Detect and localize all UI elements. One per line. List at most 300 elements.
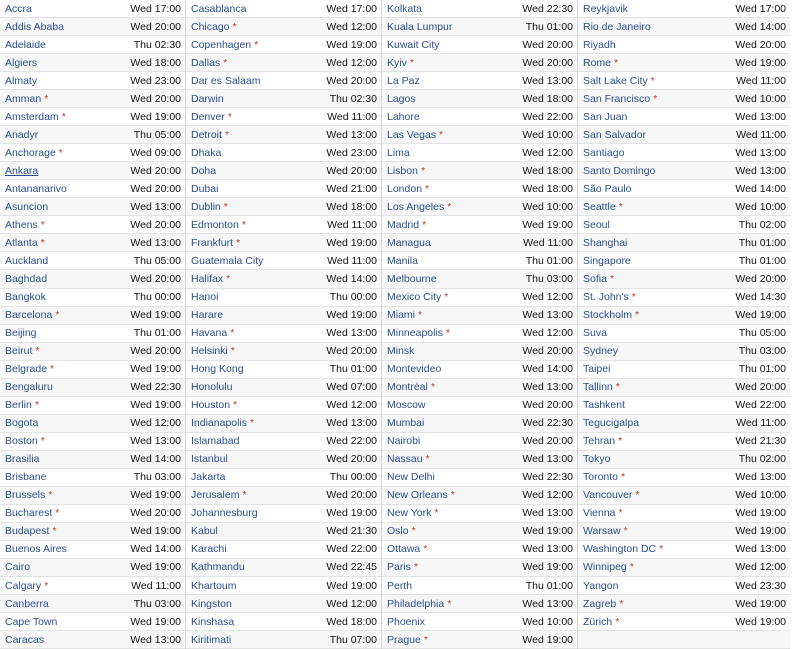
city-column-4 — [578, 0, 790, 649]
city-row — [186, 397, 381, 415]
city-link[interactable]: Caracas — [5, 633, 45, 646]
city-link[interactable]: Dallas — [191, 56, 221, 69]
city-link[interactable]: Jerusalem — [191, 489, 240, 502]
city-row — [0, 379, 185, 397]
dst-marker: * — [409, 56, 414, 69]
city-row — [382, 469, 577, 487]
city-link[interactable]: Lisbon — [387, 164, 418, 177]
city-link[interactable]: Anadyr — [5, 128, 39, 141]
city-link[interactable]: Kabul — [191, 525, 218, 538]
local-time: Wed 18:00 — [130, 56, 181, 69]
local-time: Wed 22:30 — [130, 381, 181, 394]
city-link[interactable]: Paris — [387, 561, 411, 574]
city-link[interactable]: Algiers — [5, 56, 38, 69]
city-row — [0, 505, 185, 523]
city-link[interactable]: Seattle — [583, 200, 616, 213]
local-time: Wed 21:30 — [735, 435, 786, 448]
city-link[interactable]: Beijing — [5, 327, 37, 340]
city-link[interactable]: Vienna — [583, 507, 616, 520]
city-cell — [191, 3, 246, 15]
city-cell — [191, 543, 227, 555]
city-link[interactable]: Reykjavik — [583, 2, 628, 15]
local-time: Thu 03:00 — [133, 597, 181, 610]
city-cell — [387, 507, 438, 519]
city-link[interactable]: Asuncion — [5, 200, 49, 213]
city-link[interactable]: Calgary — [5, 579, 42, 592]
city-link[interactable]: Santiago — [583, 146, 625, 159]
city-link[interactable]: Cairo — [5, 561, 31, 574]
city-link[interactable]: Edmonton — [191, 218, 239, 231]
city-link[interactable]: Toronto — [583, 471, 619, 484]
city-link[interactable]: Havana — [191, 327, 228, 340]
city-link[interactable]: Zagreb — [583, 597, 617, 610]
city-link[interactable]: Lagos — [387, 92, 416, 105]
city-cell — [191, 237, 240, 249]
city-cell — [5, 507, 59, 519]
city-cell — [191, 129, 229, 141]
city-link[interactable]: Jakarta — [191, 471, 226, 484]
dst-marker: * — [35, 345, 40, 358]
city-link[interactable]: Montevideo — [387, 363, 442, 376]
dst-marker: * — [48, 489, 53, 502]
city-cell — [5, 489, 52, 501]
city-cell — [191, 471, 225, 483]
city-link[interactable]: Rio de Janeiro — [583, 20, 651, 33]
city-row — [578, 234, 790, 252]
city-link[interactable]: Yangon — [583, 579, 619, 592]
city-link[interactable]: Islamabad — [191, 435, 240, 448]
city-link[interactable]: Detroit — [191, 128, 222, 141]
city-link[interactable]: Moscow — [387, 399, 426, 412]
city-link[interactable]: Seoul — [583, 218, 610, 231]
city-link[interactable]: Accra — [5, 2, 32, 15]
city-row — [0, 289, 185, 307]
city-link[interactable]: Amman — [5, 92, 42, 105]
city-link[interactable]: Atlanta — [5, 236, 38, 249]
city-row — [186, 72, 381, 90]
city-link[interactable]: Nairobi — [387, 435, 421, 448]
city-link[interactable]: Bengaluru — [5, 381, 53, 394]
local-time: Wed 20:00 — [522, 435, 573, 448]
local-time: Wed 13:00 — [326, 327, 377, 340]
dst-marker: * — [614, 56, 619, 69]
dst-marker: * — [232, 20, 237, 33]
city-row — [578, 18, 790, 36]
city-cell — [583, 525, 628, 537]
city-row — [578, 415, 790, 433]
dst-marker: * — [653, 92, 658, 105]
city-cell — [583, 255, 631, 267]
city-cell — [583, 399, 625, 411]
city-link[interactable]: Addis Ababa — [5, 20, 64, 33]
city-link[interactable]: Anchorage — [5, 146, 56, 159]
local-time: Wed 22:00 — [326, 435, 377, 448]
city-link[interactable]: Houston — [191, 399, 231, 412]
local-time: Wed 19:00 — [130, 489, 181, 502]
city-row — [382, 307, 577, 325]
city-cell — [387, 129, 443, 141]
city-row — [186, 325, 381, 343]
city-link[interactable]: Prague — [387, 633, 421, 646]
local-time: Wed 20:00 — [522, 56, 573, 69]
city-link[interactable]: Ottawa — [387, 543, 421, 556]
local-time: Wed 18:00 — [326, 615, 377, 628]
dst-marker: * — [631, 291, 636, 304]
city-link[interactable]: Melbourne — [387, 272, 437, 285]
city-link[interactable]: Karachi — [191, 543, 227, 556]
city-link[interactable]: La Paz — [387, 74, 420, 87]
city-link[interactable]: Brussels — [5, 489, 46, 502]
city-row — [186, 307, 381, 325]
local-time: Wed 22:30 — [522, 2, 573, 15]
local-time: Thu 05:00 — [133, 128, 181, 141]
local-time: Wed 14:30 — [735, 291, 786, 304]
local-time: Wed 19:00 — [326, 579, 377, 592]
city-link[interactable]: St. John's — [583, 291, 629, 304]
city-row — [382, 72, 577, 90]
city-row — [0, 0, 185, 18]
city-link[interactable]: Antananarivo — [5, 182, 67, 195]
local-time: Wed 19:00 — [326, 309, 377, 322]
city-link[interactable]: Winnipeg — [583, 561, 627, 574]
local-time: Wed 20:00 — [326, 453, 377, 466]
city-link[interactable]: Vancouver — [583, 489, 633, 502]
city-link[interactable]: Shanghai — [583, 236, 628, 249]
city-link[interactable]: Nassau — [387, 453, 423, 466]
city-row — [0, 595, 185, 613]
city-row — [186, 18, 381, 36]
city-link[interactable]: Helsinki — [191, 345, 228, 358]
city-cell — [583, 21, 651, 33]
city-link[interactable]: Kiritimati — [191, 633, 232, 646]
city-cell — [5, 3, 32, 15]
city-link[interactable]: San Juan — [583, 110, 628, 123]
local-time: Wed 19:00 — [130, 525, 181, 538]
city-row — [186, 577, 381, 595]
city-row — [186, 415, 381, 433]
city-link[interactable]: Casablanca — [191, 2, 247, 15]
city-row — [0, 216, 185, 234]
city-link[interactable]: Denver — [191, 110, 225, 123]
city-link[interactable]: San Francisco — [583, 92, 651, 105]
city-link[interactable]: Suva — [583, 327, 607, 340]
city-row — [382, 433, 577, 451]
local-time: Wed 17:00 — [735, 2, 786, 15]
city-link[interactable]: Khartoum — [191, 579, 237, 592]
city-link[interactable]: Madrid — [387, 218, 420, 231]
dst-marker: * — [55, 507, 60, 520]
city-row — [382, 126, 577, 144]
dst-marker: * — [226, 272, 231, 285]
city-row — [382, 180, 577, 198]
city-row — [578, 162, 790, 180]
local-time: Wed 20:00 — [130, 20, 181, 33]
city-cell — [387, 291, 448, 303]
city-link[interactable]: Lahore — [387, 110, 420, 123]
city-cell — [387, 543, 427, 555]
city-link[interactable]: Canberra — [5, 597, 49, 610]
local-time: Wed 22:00 — [735, 399, 786, 412]
city-link[interactable]: Frankfurt — [191, 236, 234, 249]
city-row — [186, 343, 381, 361]
city-cell — [583, 201, 623, 213]
local-time: Wed 19:00 — [735, 507, 786, 520]
city-link[interactable]: Dar es Salaam — [191, 74, 261, 87]
city-link[interactable]: Sydney — [583, 345, 619, 358]
local-time: Thu 00:00 — [329, 291, 377, 304]
city-link[interactable]: Rome — [583, 56, 612, 69]
city-link[interactable]: New Delhi — [387, 471, 435, 484]
local-time: Wed 20:00 — [130, 272, 181, 285]
city-link[interactable]: Dublin — [191, 200, 221, 213]
city-link[interactable]: Indianapolis — [191, 417, 248, 430]
city-cell — [583, 273, 614, 285]
city-link[interactable]: Kuwait City — [387, 38, 440, 51]
city-link[interactable]: Bangkok — [5, 291, 46, 304]
local-time: Wed 19:00 — [735, 525, 786, 538]
local-time: Wed 13:00 — [735, 110, 786, 123]
city-link[interactable]: Hanoi — [191, 291, 219, 304]
city-link[interactable]: Mexico City — [387, 291, 442, 304]
city-cell — [387, 453, 430, 465]
city-link[interactable]: Singapore — [583, 254, 631, 267]
city-row — [382, 90, 577, 108]
city-link[interactable]: Guatemala City — [191, 254, 264, 267]
city-row — [186, 234, 381, 252]
city-link[interactable]: Amsterdam — [5, 110, 59, 123]
city-cell — [5, 147, 63, 159]
city-cell — [191, 291, 218, 303]
local-time: Wed 11:00 — [327, 110, 377, 123]
city-row — [382, 361, 577, 379]
city-link[interactable]: San Salvador — [583, 128, 647, 141]
city-link[interactable]: Los Angeles — [387, 200, 445, 213]
city-link[interactable]: London — [387, 182, 423, 195]
city-cell — [5, 327, 37, 339]
city-link[interactable]: Darwin — [191, 92, 224, 105]
local-time: Wed 12:00 — [130, 417, 181, 430]
city-link[interactable]: Adelaide — [5, 38, 46, 51]
city-link[interactable]: Kolkata — [387, 2, 423, 15]
city-link[interactable]: Brasilia — [5, 453, 40, 466]
dst-marker: * — [61, 110, 66, 123]
city-link[interactable]: Stockholm — [583, 309, 633, 322]
city-row — [0, 307, 185, 325]
city-link[interactable]: Tegucigalpa — [583, 417, 640, 430]
city-link[interactable]: Dhaka — [191, 146, 222, 159]
dst-marker: * — [413, 561, 419, 574]
city-row — [186, 198, 381, 216]
city-row — [578, 198, 790, 216]
dst-marker: * — [242, 489, 247, 502]
city-link[interactable]: Belgrade — [5, 363, 48, 376]
city-cell — [583, 237, 627, 249]
city-row — [0, 469, 185, 487]
city-link[interactable]: Halifax — [191, 272, 224, 285]
city-link[interactable]: New York — [387, 507, 432, 520]
city-row — [186, 36, 381, 54]
city-link[interactable]: Brisbane — [5, 471, 47, 484]
city-link[interactable]: Tehran — [583, 435, 616, 448]
city-link[interactable]: Salt Lake City — [583, 74, 648, 87]
city-link[interactable]: Budapest — [5, 525, 50, 538]
city-row — [578, 397, 790, 415]
local-time: Wed 20:00 — [130, 345, 181, 358]
city-cell — [5, 93, 48, 105]
city-link[interactable]: Harare — [191, 309, 224, 322]
local-time: Wed 18:00 — [326, 200, 377, 213]
city-row — [0, 325, 185, 343]
city-cell — [583, 309, 639, 321]
city-link[interactable]: Tallinn — [583, 381, 613, 394]
city-link[interactable]: Dubai — [191, 182, 219, 195]
city-link[interactable]: Berlin — [5, 399, 32, 412]
city-link[interactable]: Warsaw — [583, 525, 621, 538]
city-cell — [191, 598, 232, 610]
dst-marker: * — [434, 507, 439, 520]
city-link[interactable]: Montréal — [387, 381, 428, 394]
city-row — [578, 487, 790, 505]
local-time: Wed 19:00 — [522, 633, 573, 646]
local-time: Wed 18:00 — [522, 164, 573, 177]
city-link[interactable]: Manila — [387, 254, 418, 267]
city-link[interactable]: Sofia — [583, 272, 607, 285]
city-link[interactable]: Miami — [387, 309, 415, 322]
city-cell — [583, 381, 620, 393]
city-row — [0, 180, 185, 198]
city-link[interactable]: Kingston — [191, 597, 232, 610]
city-link[interactable]: Auckland — [5, 254, 49, 267]
city-link[interactable]: Tokyo — [583, 453, 611, 466]
city-cell — [387, 21, 452, 33]
city-row — [186, 361, 381, 379]
local-time: Wed 19:00 — [735, 56, 786, 69]
city-link[interactable]: Istanbul — [191, 453, 228, 466]
city-row — [578, 90, 790, 108]
city-cell — [5, 57, 37, 69]
local-time: Thu 02:30 — [133, 38, 181, 51]
city-cell — [583, 291, 636, 303]
city-cell — [583, 3, 628, 15]
city-cell — [5, 309, 59, 321]
city-row — [578, 613, 790, 631]
city-link[interactable]: Buenos Aires — [5, 543, 67, 556]
city-link[interactable]: Kuala Lumpur — [387, 20, 453, 33]
city-cell — [387, 273, 437, 285]
local-time: Wed 19:00 — [326, 236, 377, 249]
local-time: Thu 02:00 — [738, 453, 786, 466]
city-row — [382, 415, 577, 433]
local-time: Wed 10:00 — [522, 200, 573, 213]
city-link[interactable]: Taipei — [583, 363, 611, 376]
city-link[interactable]: Kyiv — [387, 56, 407, 69]
city-row — [186, 54, 381, 72]
city-link[interactable]: Bogota — [5, 417, 39, 430]
city-row — [186, 144, 381, 162]
city-link[interactable]: Bucharest — [5, 507, 53, 520]
city-row — [186, 505, 381, 523]
city-link[interactable]: Washington DC — [583, 543, 657, 556]
local-time: Thu 05:00 — [738, 327, 786, 340]
dst-marker: * — [450, 489, 455, 502]
local-time: Wed 12:00 — [522, 327, 573, 340]
city-link[interactable]: Las Vegas — [387, 128, 437, 141]
dst-marker: * — [418, 309, 423, 322]
city-link[interactable]: Tashkent — [583, 399, 626, 412]
city-link[interactable]: Managua — [387, 236, 431, 249]
city-row — [382, 325, 577, 343]
city-link[interactable]: Hong Kong — [191, 363, 244, 376]
city-link[interactable]: Doha — [191, 164, 217, 177]
local-time: Wed 11:00 — [523, 236, 573, 249]
city-link[interactable]: Oslo — [387, 525, 409, 538]
city-link[interactable]: São Paulo — [583, 182, 632, 195]
city-link[interactable]: Baghdad — [5, 272, 48, 285]
city-link[interactable]: Santo Domingo — [583, 164, 656, 177]
local-time: Wed 20:00 — [130, 218, 181, 231]
local-time: Wed 20:00 — [522, 345, 573, 358]
city-link[interactable]: Honolulu — [191, 381, 233, 394]
city-row — [186, 270, 381, 288]
city-cell — [387, 75, 420, 87]
city-link[interactable]: Athens — [5, 218, 38, 231]
city-cell — [191, 634, 231, 646]
city-row — [578, 361, 790, 379]
city-link[interactable]: Phoenix — [387, 615, 425, 628]
city-row — [578, 433, 790, 451]
local-time: Wed 22:30 — [522, 417, 573, 430]
city-link[interactable]: Minneapolis — [387, 327, 444, 340]
city-link[interactable]: Johannesburg — [191, 507, 258, 520]
city-row — [186, 559, 381, 577]
city-link[interactable]: Cape Town — [5, 615, 58, 628]
city-cell — [583, 39, 616, 51]
city-row — [0, 270, 185, 288]
city-link[interactable]: Almaty — [5, 74, 38, 87]
city-link[interactable]: Ankara — [5, 164, 39, 177]
city-row — [186, 469, 381, 487]
city-link[interactable]: Lima — [387, 146, 410, 159]
city-link[interactable]: Perth — [387, 579, 413, 592]
city-row — [382, 595, 577, 613]
city-link[interactable]: Barcelona — [5, 309, 53, 322]
city-row — [186, 523, 381, 541]
local-time: Wed 18:00 — [522, 92, 573, 105]
city-link[interactable]: Philadelphia — [387, 597, 445, 610]
city-link[interactable]: Riyadh — [583, 38, 616, 51]
local-time: Thu 01:00 — [738, 254, 786, 267]
city-link[interactable]: Copenhagen — [191, 38, 252, 51]
city-link[interactable]: Kathmandu — [191, 561, 245, 574]
city-link[interactable]: Beirut — [5, 345, 33, 358]
city-link[interactable]: Minsk — [387, 345, 415, 358]
dst-marker: * — [623, 525, 628, 538]
city-link[interactable]: Chicago — [191, 20, 230, 33]
local-time: Wed 20:00 — [735, 381, 786, 394]
local-time: Wed 13:00 — [326, 128, 377, 141]
city-cell — [191, 363, 244, 375]
city-link[interactable]: New Orleans — [387, 489, 448, 502]
city-cell — [387, 165, 425, 177]
city-link[interactable]: Boston — [5, 435, 38, 448]
city-cell — [191, 39, 258, 51]
local-time: Wed 10:00 — [522, 615, 573, 628]
dst-marker: * — [635, 489, 640, 502]
city-link[interactable]: Zürich — [583, 615, 613, 628]
city-link[interactable]: Kinshasa — [191, 615, 235, 628]
city-link[interactable]: Mumbai — [387, 417, 425, 430]
local-time: Wed 22:00 — [326, 543, 377, 556]
